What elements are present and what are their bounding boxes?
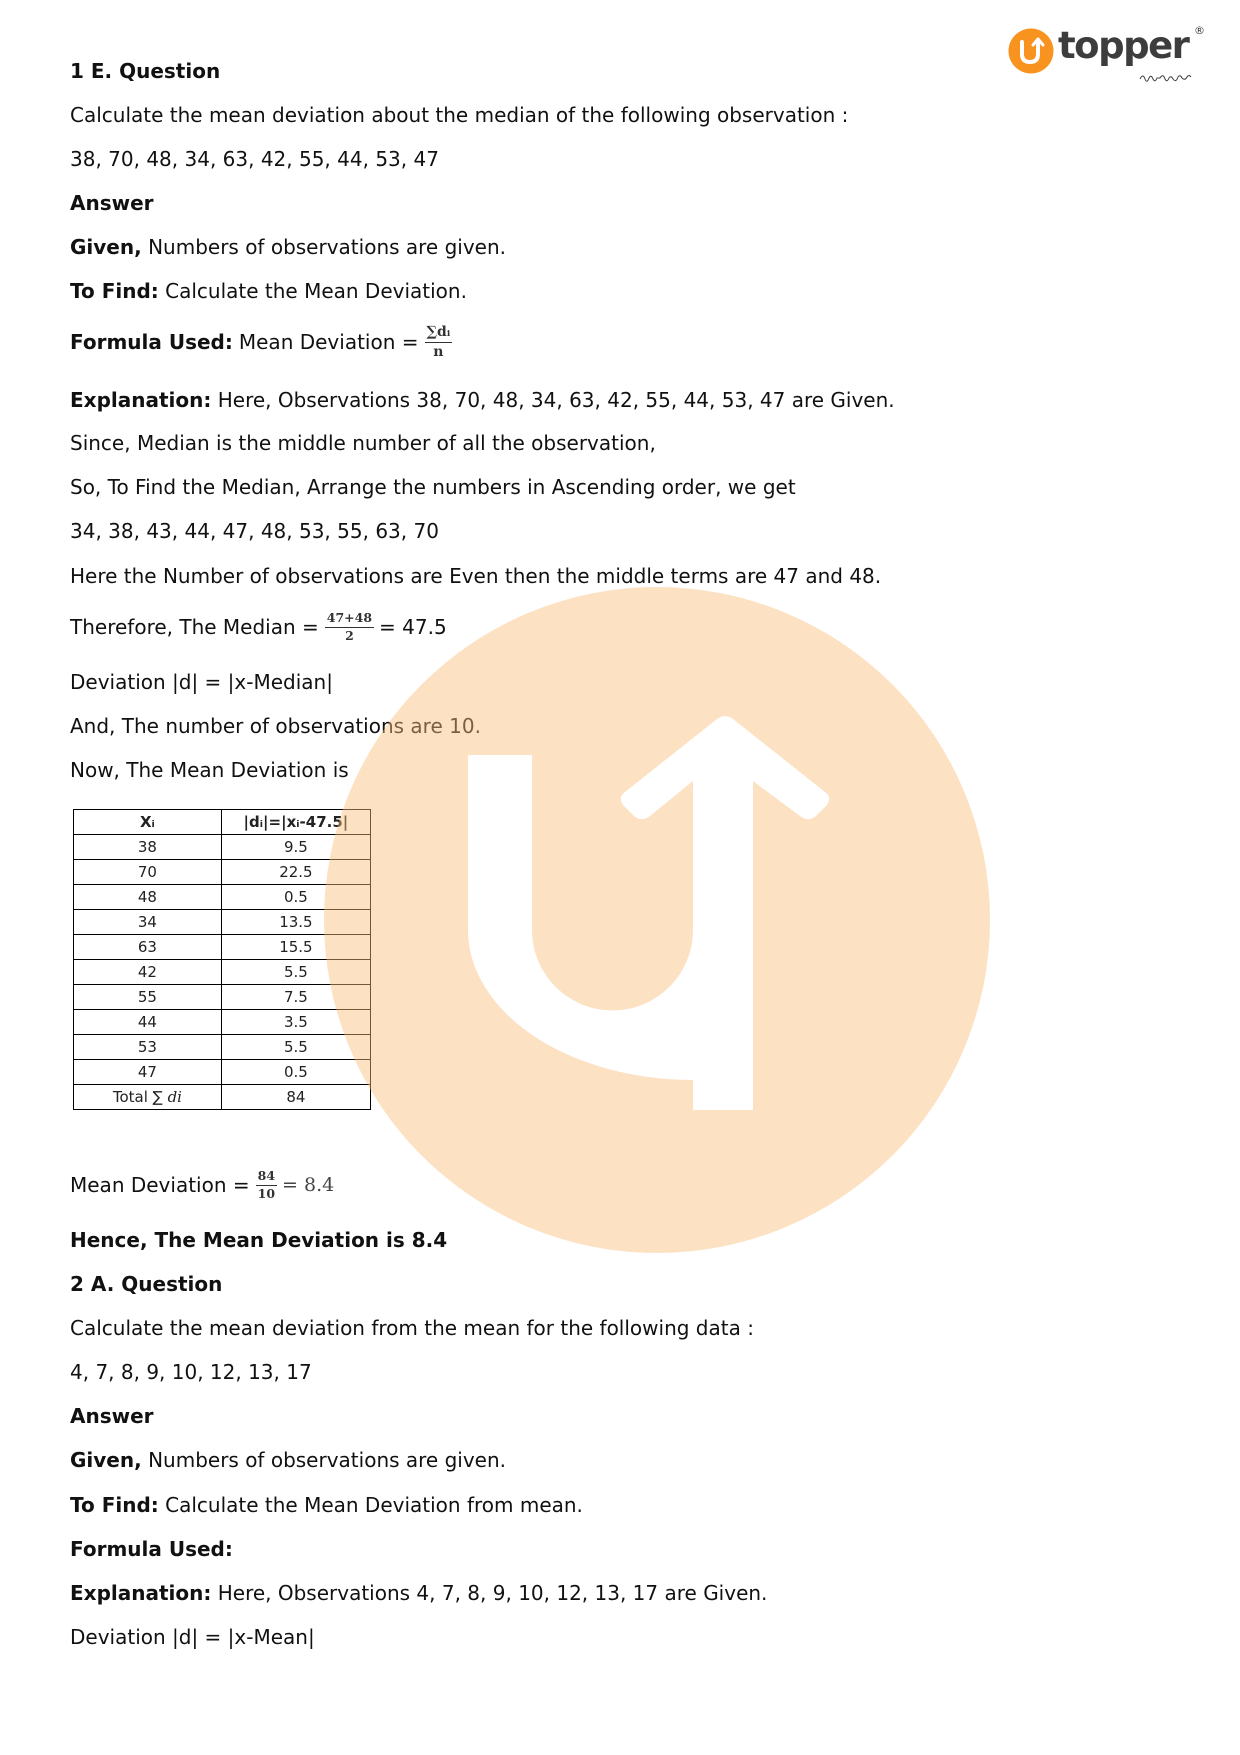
answer-1e-label: Answer <box>70 191 154 215</box>
cell-x: 63 <box>74 935 222 960</box>
question-1e-data: 38, 70, 48, 34, 63, 42, 55, 44, 53, 47 <box>70 147 439 171</box>
cell-deviation: 3.5 <box>221 1010 370 1035</box>
mean-deviation-numerator: 84 <box>256 1169 277 1185</box>
cell-x: 34 <box>74 910 222 935</box>
sorted-data: 34, 38, 43, 44, 47, 48, 53, 55, 63, 70 <box>70 519 439 543</box>
table-total-row <box>74 1085 371 1110</box>
cell-x: 44 <box>74 1010 222 1035</box>
given-text: Numbers of observations are given. <box>148 235 507 259</box>
cell-x: 38 <box>74 835 222 860</box>
table-header-row <box>74 810 371 835</box>
cell-x: 47 <box>74 1060 222 1085</box>
explanation-text: Here, Observations 38, 70, 48, 34, 63, 42, 55, 44, 53, 47 are Given. <box>217 388 895 412</box>
cell-x: 42 <box>74 960 222 985</box>
mean-deviation-fraction <box>256 1169 277 1201</box>
explanation-2a <box>70 1581 767 1605</box>
column-header-x: Xᵢ <box>74 810 222 835</box>
table-row <box>74 1060 371 1085</box>
table-row <box>74 835 371 860</box>
registered-mark: ® <box>1194 24 1205 37</box>
total-label-cell <box>74 1085 222 1110</box>
answer-2a-label: Answer <box>70 1404 154 1428</box>
explanation-1e <box>70 388 895 412</box>
question-1e-text: Calculate the mean deviation about the median of the following observation : <box>70 103 849 127</box>
table-row <box>74 1010 371 1035</box>
cell-x: 53 <box>74 1035 222 1060</box>
question-2a-data: 4, 7, 8, 9, 10, 12, 13, 17 <box>70 1360 312 1384</box>
median-result: = 47.5 <box>379 615 447 639</box>
median-text: Therefore, The Median = <box>70 615 319 639</box>
formula-numerator: ∑dᵢ <box>425 324 453 342</box>
table-row <box>74 910 371 935</box>
formula-label: Formula Used: <box>70 330 233 354</box>
cell-deviation: 5.5 <box>221 1035 370 1060</box>
to-find-label: To Find: <box>70 279 159 303</box>
observation-count: And, The number of observations are 10. <box>70 714 481 738</box>
explanation-label: Explanation: <box>70 1581 212 1605</box>
table-row <box>74 885 371 910</box>
median-equation <box>70 610 447 643</box>
cell-deviation: 7.5 <box>221 985 370 1010</box>
column-header-deviation: |dᵢ|=|xᵢ-47.5| <box>221 810 370 835</box>
table-row <box>74 860 371 885</box>
table-row <box>74 985 371 1010</box>
median-denominator: 2 <box>345 627 354 643</box>
cell-deviation: 15.5 <box>221 935 370 960</box>
question-2a-heading: 2 A. Question <box>70 1272 223 1296</box>
formula-text: Mean Deviation = <box>238 330 419 354</box>
given-label: Given, <box>70 235 142 259</box>
to-find-1e <box>70 279 467 303</box>
cell-x: 55 <box>74 985 222 1010</box>
question-1e-heading: 1 E. Question <box>70 59 221 83</box>
explanation-text: Here, Observations 4, 7, 8, 9, 10, 12, 13, 17 are Given. <box>217 1581 768 1605</box>
table-row <box>74 1035 371 1060</box>
cell-deviation: 9.5 <box>221 835 370 860</box>
to-find-text: Calculate the Mean Deviation. <box>165 279 467 303</box>
middle-terms-text: Here the Number of observations are Even then the middle terms are 47 and 48. <box>70 564 882 588</box>
cell-deviation: 13.5 <box>221 910 370 935</box>
formula-fraction <box>425 324 453 359</box>
mean-deviation-denominator: 10 <box>257 1185 276 1201</box>
median-definition: Since, Median is the middle number of all the observation, <box>70 431 656 455</box>
logo-wordmark: topper <box>1058 24 1189 67</box>
given-1e <box>70 235 506 259</box>
to-find-text: Calculate the Mean Deviation from mean. <box>165 1493 583 1517</box>
to-find-2a <box>70 1493 583 1517</box>
conclusion-1e: Hence, The Mean Deviation is 8.4 <box>70 1228 448 1252</box>
watermark-u-arrow <box>468 716 829 1110</box>
to-find-label: To Find: <box>70 1493 159 1517</box>
watermark-circle <box>324 587 990 1253</box>
table-row <box>74 960 371 985</box>
formula-denominator: n <box>433 343 444 360</box>
cell-x: 70 <box>74 860 222 885</box>
mean-deviation-equation <box>70 1168 335 1201</box>
total-value-cell: 84 <box>221 1085 370 1110</box>
cell-deviation: 0.5 <box>221 1060 370 1085</box>
deviation-formula-2a: Deviation |d| = |x-Mean| <box>70 1625 315 1649</box>
deviation-formula: Deviation |d| = |x-Median| <box>70 670 333 694</box>
median-fraction <box>325 611 374 643</box>
mean-deviation-result: = 8.4 <box>282 1174 335 1196</box>
cell-deviation: 0.5 <box>221 885 370 910</box>
arrange-instruction: So, To Find the Median, Arrange the numbers in Ascending order, we get <box>70 475 796 499</box>
total-label: Total ∑ <box>112 1088 163 1106</box>
cell-deviation: 5.5 <box>221 960 370 985</box>
mean-deviation-intro: Now, The Mean Deviation is <box>70 758 349 782</box>
cell-deviation: 22.5 <box>221 860 370 885</box>
logo-tagline-script <box>1138 70 1200 84</box>
question-2a-text: Calculate the mean deviation from the mean for the following data : <box>70 1316 754 1340</box>
formula-1e <box>70 324 452 360</box>
median-numerator: 47+48 <box>325 611 374 627</box>
formula-2a <box>70 1537 233 1561</box>
deviation-table <box>73 809 371 1110</box>
given-2a <box>70 1448 506 1472</box>
given-label: Given, <box>70 1448 142 1472</box>
given-text: Numbers of observations are given. <box>148 1448 507 1472</box>
total-variable: di <box>167 1088 182 1106</box>
explanation-label: Explanation: <box>70 388 212 412</box>
formula-label: Formula Used: <box>70 1537 233 1561</box>
mean-deviation-text: Mean Deviation = <box>70 1173 250 1197</box>
table-row <box>74 935 371 960</box>
cell-x: 48 <box>74 885 222 910</box>
